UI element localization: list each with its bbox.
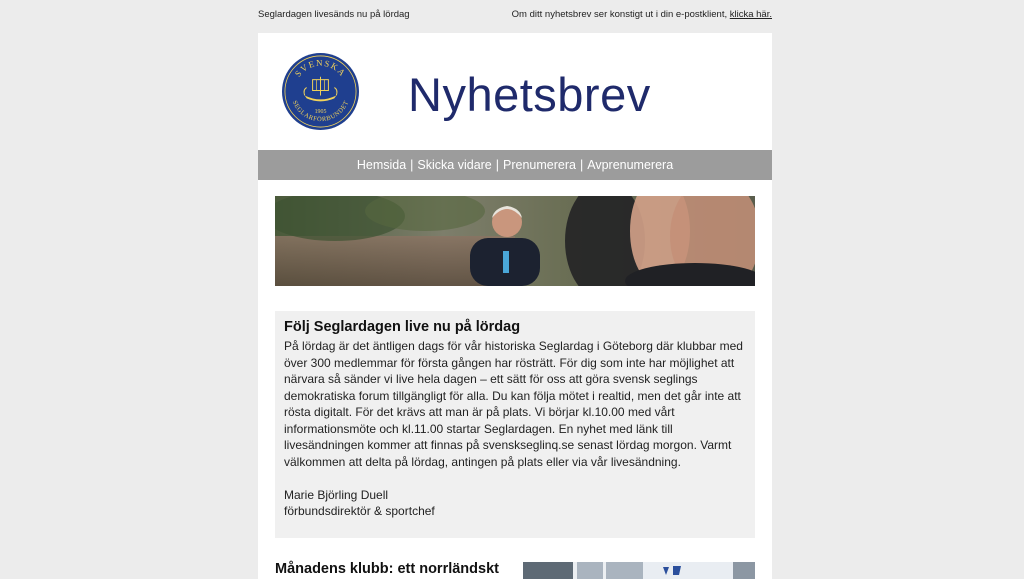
- next-article-image[interactable]: [523, 562, 755, 579]
- view-in-browser-link[interactable]: klicka här.: [729, 9, 772, 20]
- article-seglardagen: [275, 311, 755, 538]
- nav-link-avprenumerera[interactable]: Avprenumerera: [587, 158, 674, 172]
- nav-separator: |: [495, 158, 500, 172]
- signature-name: Marie Björling Duell: [284, 487, 389, 502]
- logo-bottom-text: SEGLARFÖRBUNDET: [290, 99, 351, 124]
- hero-image[interactable]: [275, 196, 755, 286]
- nav-link-prenumerera[interactable]: Prenumerera: [503, 158, 576, 172]
- preheader: [258, 9, 772, 20]
- logo-top-text: SVENSKA: [292, 57, 349, 79]
- nav-link-skicka-vidare[interactable]: Skicka vidare: [417, 158, 492, 172]
- nav-link-hemsida[interactable]: Hemsida: [356, 158, 407, 172]
- newsletter-title: Nyhetsbrev: [408, 68, 651, 121]
- logo-year: 1905: [314, 109, 327, 116]
- nav-separator: |: [579, 158, 584, 172]
- article-body: På lördag är det äntligen dags för vår historiska Seglardag i Göteborg där klubbar med över 300 medlemmar för första gången har rösträtt. För dig som inte har möjlighet att närvara så sänder vi live hela dagen – ett sätt för oss att göra svensk seglings demokratiska forum tillgängligt för alla. Du kan följa mötet i realtid, men det går inte att rösta digitalt. För det krävs att man är på plats. Vi börjar kl.10.00 med vårt informationsmöte och kl.11.00 startar Seglardagen. En nyhet med länk till livesändningen kommer att finnas på svenskseglinq.se senast lördag morgon. Varmt välkommen att delta på lördag, antingen på plats eller via vår livesändning.: [284, 339, 743, 469]
- article-title: Följ Seglardagen live nu på lördag: [284, 319, 521, 335]
- signature-role: förbundsdirektör & sportchef: [284, 504, 435, 518]
- newsletter-body: [258, 33, 772, 579]
- nav-separator: |: [410, 158, 414, 172]
- main-nav: [258, 150, 772, 180]
- preheader-text: Seglardagen livesänds nu på lördag: [258, 9, 410, 20]
- next-article-title[interactable]: Månadens klubb: ett norrländskt: [275, 561, 499, 577]
- seglarforbundet-logo[interactable]: [281, 52, 360, 131]
- masthead: [258, 33, 772, 150]
- view-in-browser-text: Om ditt nyhetsbrev ser konstigt ut i din e-postklient,: [511, 9, 728, 20]
- view-in-browser: [512, 9, 772, 20]
